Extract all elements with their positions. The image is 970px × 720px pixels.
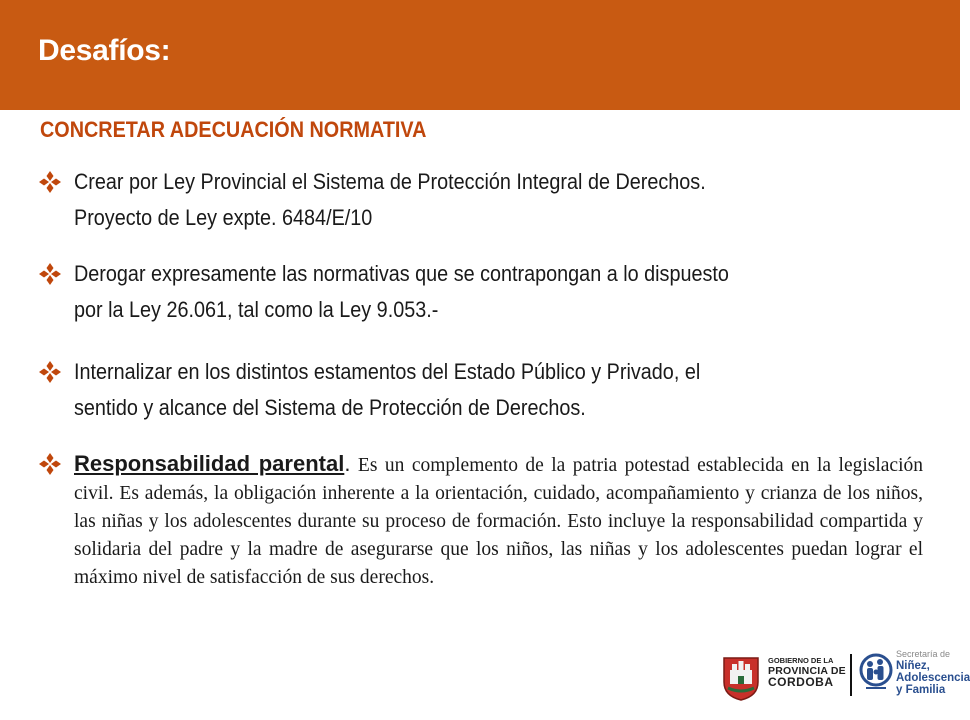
bullet-line: Internalizar en los distintos estamentos del Estado Público y Privado, el xyxy=(74,359,701,384)
diamond-bullet-icon xyxy=(38,262,62,286)
section-heading: CONCRETAR ADECUACIÓN NORMATIVA xyxy=(40,117,427,142)
logo-divider xyxy=(850,654,852,696)
slide-title: Desafíos: xyxy=(38,34,171,67)
bullet-line: Crear por Ley Provincial el Sistema de Protección Integral de Derechos. xyxy=(74,169,706,194)
cordoba-shield-icon xyxy=(718,652,764,702)
bullet-item xyxy=(38,256,923,328)
secretaria-line: y Familia xyxy=(896,684,946,696)
bullet-text xyxy=(74,256,954,328)
secretaria-wordmark xyxy=(896,648,970,696)
secretaria-family-icon xyxy=(858,650,894,698)
responsabilidad-paragraph xyxy=(74,450,923,592)
term-separator: . xyxy=(344,451,351,476)
secretaria-line: Niñez, xyxy=(896,660,930,672)
bullet-line: Proyecto de Ley expte. 6484/E/10 xyxy=(74,205,373,230)
bullet-line: Derogar expresamente las normativas que se contrapongan a lo dispuesto xyxy=(74,261,729,286)
secretaria-line: Adolescencia xyxy=(896,672,970,684)
gobierno-line: GOBIERNO DE LA xyxy=(768,656,834,665)
bullet-item xyxy=(38,450,923,592)
diamond-bullet-icon xyxy=(38,452,62,476)
gobierno-line: PROVINCIA DE xyxy=(768,665,846,677)
bullet-line: sentido y alcance del Sistema de Protección de Derechos. xyxy=(74,395,586,420)
footer-logos xyxy=(718,646,970,716)
title-banner xyxy=(0,0,960,110)
gobierno-wordmark xyxy=(768,656,846,687)
bullet-item xyxy=(38,164,923,236)
secretaria-line: Secretaría de xyxy=(896,649,951,659)
bullet-item xyxy=(38,354,923,426)
diamond-bullet-icon xyxy=(38,170,62,194)
responsabilidad-definition: Es un complemento de la patria potestad establecida en la legislación civil. Es además, la obligación inherente a la orientación, cuidado, acompañamiento y crianza de los niños, las niñas y los adolescentes durante su proceso de formación. Esto incluye la responsabilidad compartida y solidaria del padre y la madre de asegurarse que los niños, las niñas y los adolescentes puedan lograr el máximo nivel de satisfacción de sus derechos. xyxy=(74,455,924,588)
diamond-bullet-icon xyxy=(38,360,62,384)
bullet-text xyxy=(74,354,954,426)
bullet-line: por la Ley 26.061, tal como la Ley 9.053.- xyxy=(74,297,439,322)
responsabilidad-term: Responsabilidad parental xyxy=(74,451,345,476)
gobierno-line: CORDOBA xyxy=(768,675,834,689)
bullet-text xyxy=(74,164,954,236)
